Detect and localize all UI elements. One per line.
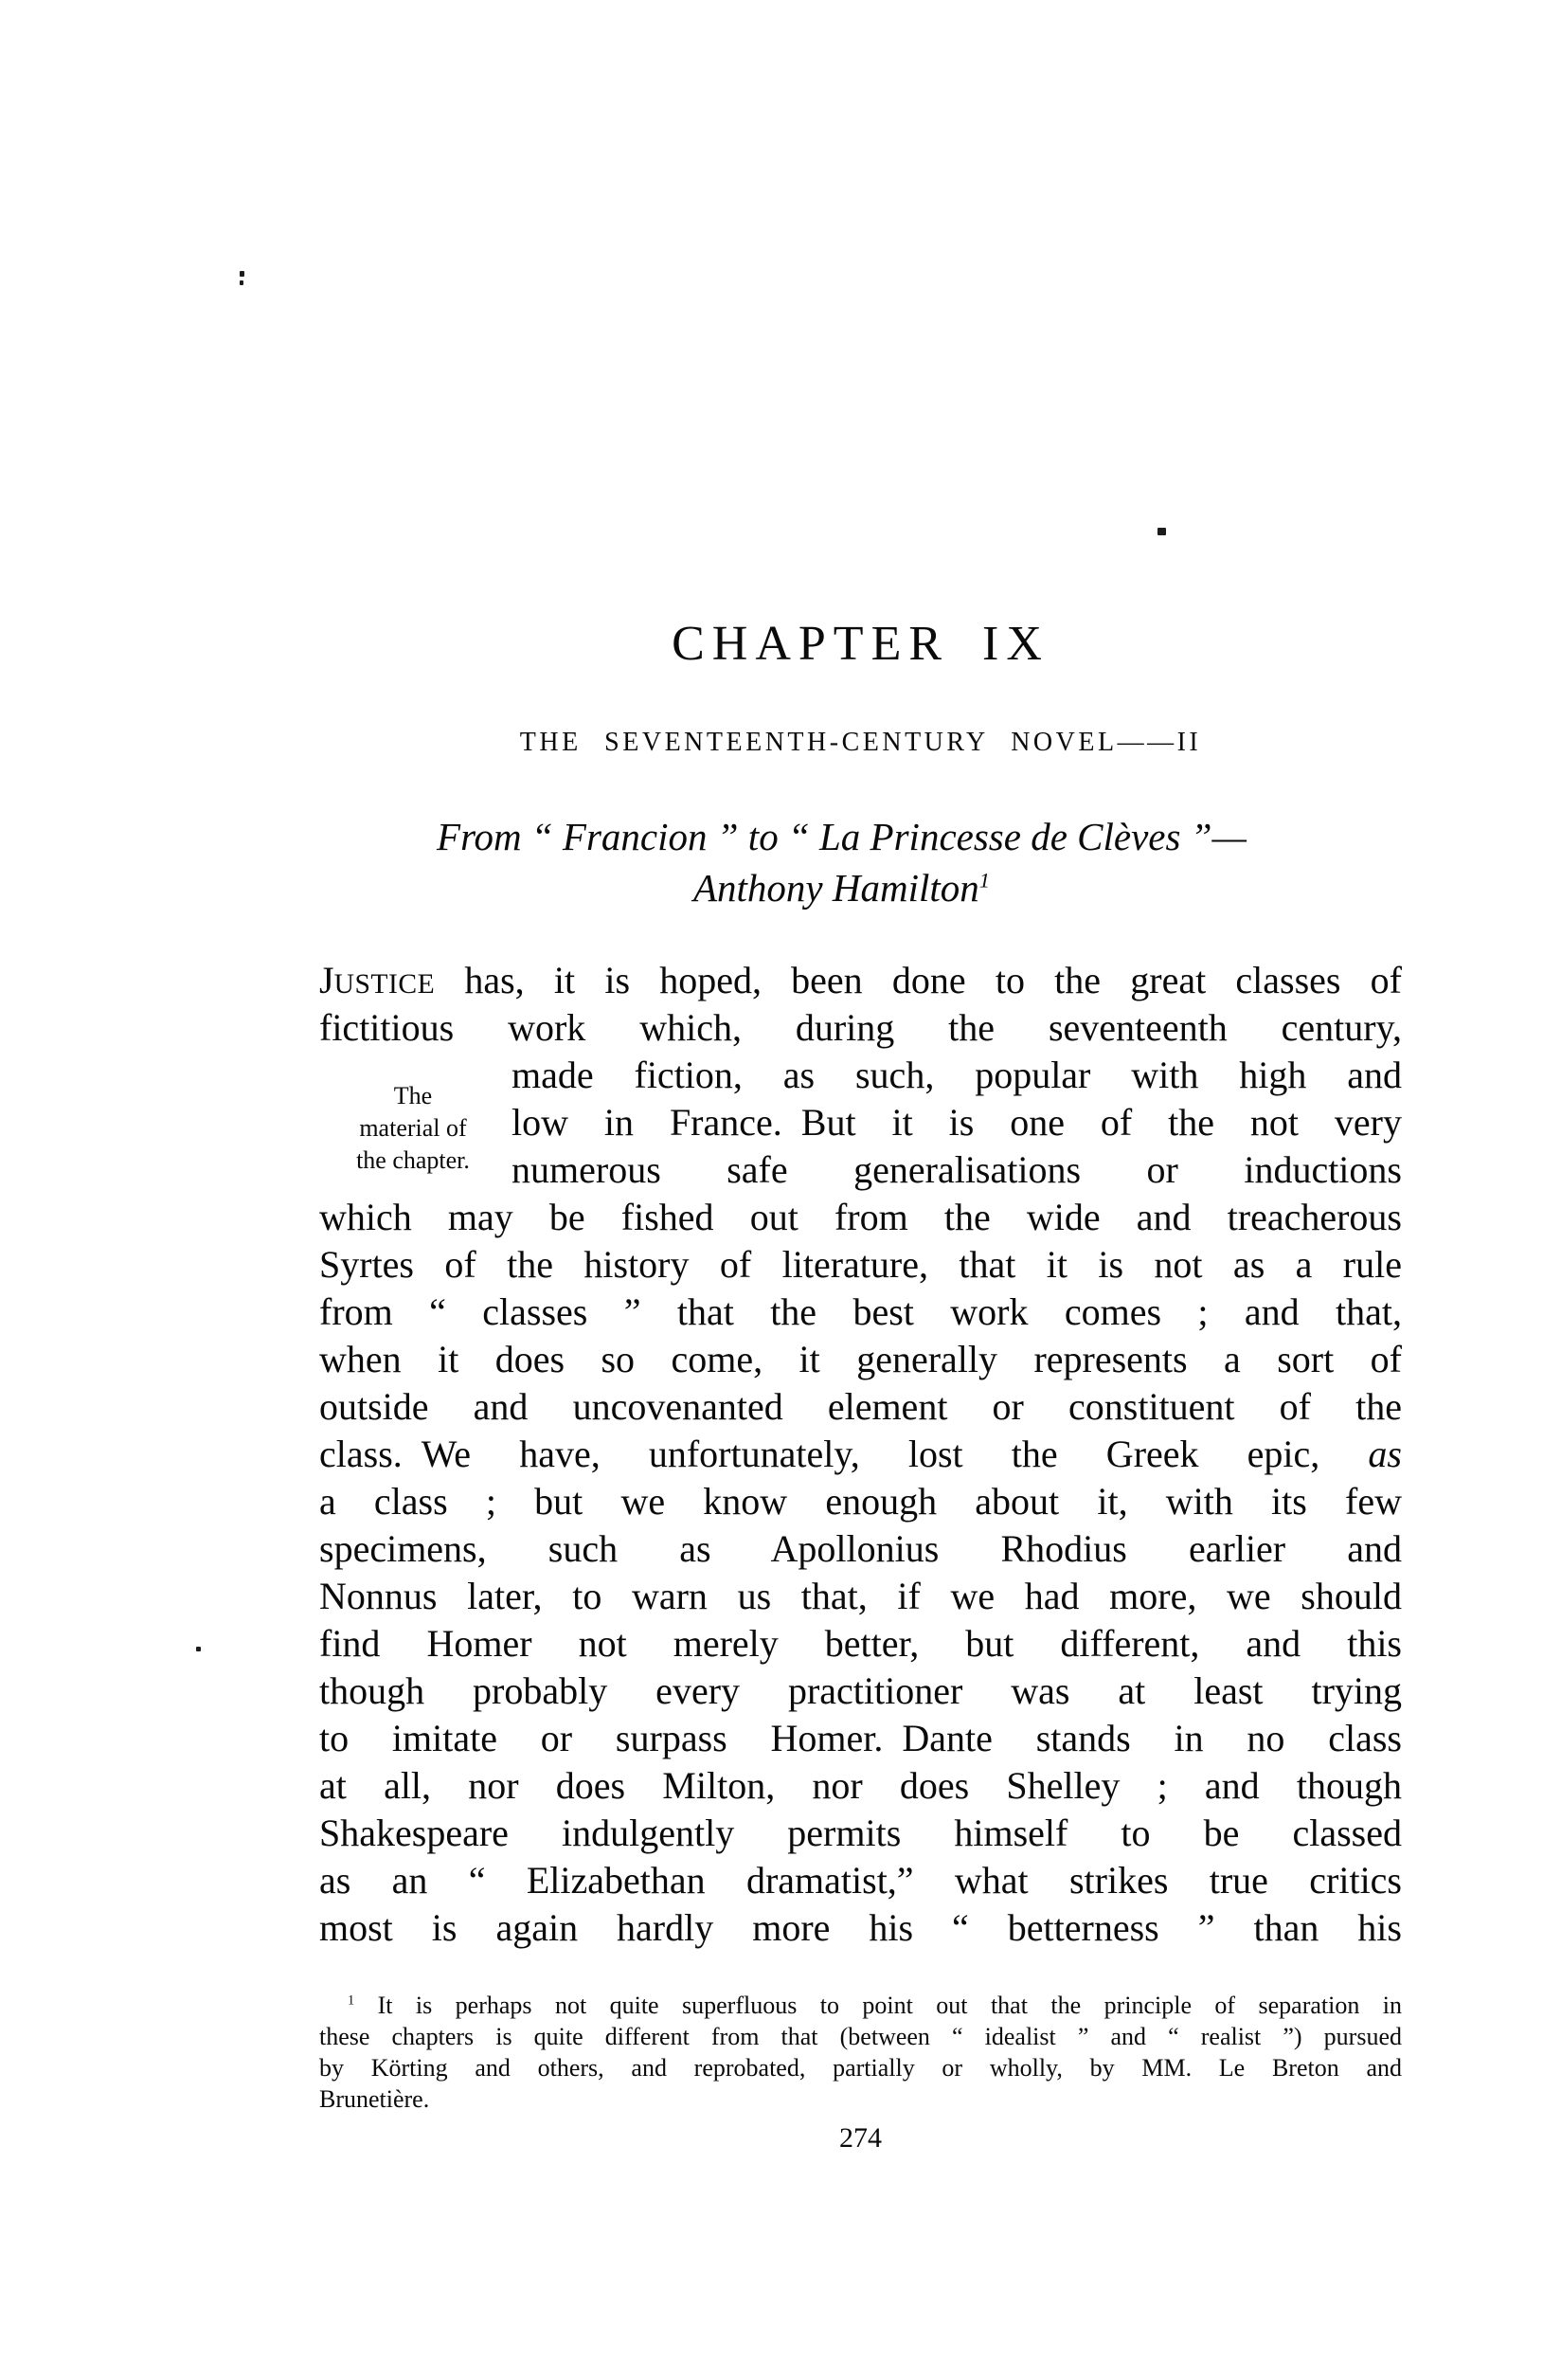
footnote-reference: 1 — [978, 868, 991, 892]
text-segment: a class ; but we know enough about it, with its few — [319, 1480, 1402, 1523]
body-line — [319, 1336, 1402, 1383]
footnote-line — [319, 2083, 1402, 2115]
footnote — [319, 1990, 1402, 2115]
body-line — [319, 957, 1402, 1004]
text-segment: most is again hardly more his “ betterness ” than his — [319, 1906, 1402, 1949]
text-segment: outside and uncovenanted element or constituent of the — [319, 1385, 1402, 1428]
text-segment: from “ classes ” that the best work comes ; and that, — [319, 1290, 1402, 1333]
body-line — [319, 1241, 1402, 1289]
subtitle-line-1: From “ Francion ” to “ La Princesse de Clèves ”— — [437, 815, 1247, 858]
footnote-line — [319, 1990, 1402, 2021]
chapter-subtitle — [281, 811, 1402, 913]
text-segment: USTICE — [333, 969, 436, 1000]
body-line — [319, 1478, 1402, 1525]
text-segment: though probably every practitioner was at least trying — [319, 1669, 1402, 1712]
text-segment: J — [319, 959, 334, 1001]
text-segment: Shakespeare indulgently permits himself to be classed — [319, 1812, 1402, 1854]
body-line — [319, 1004, 1402, 1052]
body-line — [319, 1857, 1402, 1904]
page-number: 274 — [839, 2122, 882, 2154]
chapter-title: CHAPTER IX — [672, 617, 1050, 671]
text-segment: when it does so come, it generally represents a sort of — [319, 1338, 1402, 1380]
margin-note-line: The — [393, 1082, 433, 1109]
text-segment: fictitious work which, during the seventeenth century, — [319, 1006, 1402, 1049]
ink-speck — [1157, 528, 1166, 535]
body-line — [319, 1289, 1402, 1336]
text-segment: Brunetière. — [319, 2085, 430, 2113]
text-segment: It is perhaps not quite superfluous to point out that the principle of separation in — [354, 1992, 1402, 2019]
text-segment: by Körting and others, and reprobated, partially or wholly, by MM. Le Breton and — [319, 2054, 1402, 2082]
margin-note-line: the chapter. — [356, 1146, 470, 1174]
body-line — [319, 1146, 1402, 1194]
text-segment: specimens, such as Apollonius Rhodius earlier and — [319, 1527, 1402, 1570]
ink-speck — [240, 271, 244, 277]
body-line — [319, 1762, 1402, 1810]
text-segment: find Homer not merely better, but different, and this — [319, 1622, 1402, 1665]
body-line — [319, 1099, 1402, 1146]
body-line — [319, 1383, 1402, 1431]
ink-speck — [196, 1647, 201, 1651]
body-line — [319, 1715, 1402, 1762]
ink-speck — [240, 280, 243, 285]
body-line — [319, 1573, 1402, 1620]
section-title: THE SEVENTEENTH-CENTURY NOVEL——II — [519, 728, 1202, 757]
text-segment: low in France. But it is one of the not very — [511, 1101, 1402, 1144]
text-segment: numerous safe generalisations or inductions — [511, 1148, 1402, 1191]
text-segment: has, it is hoped, been done to the great classes of — [435, 959, 1402, 1001]
margin-note-line: material of — [359, 1114, 467, 1142]
body-line — [319, 1904, 1402, 1952]
body-line — [319, 1431, 1402, 1478]
subtitle-author: Anthony Hamilton — [692, 866, 979, 910]
text-segment: which may be fished out from the wide and treacherous — [319, 1196, 1402, 1238]
text-segment: as — [1368, 1433, 1402, 1475]
text-segment: as an “ Elizabethan dramatist,” what strikes true critics — [319, 1859, 1402, 1902]
body-line — [319, 1525, 1402, 1573]
text-segment: made fiction, as such, popular with high and — [511, 1054, 1402, 1096]
text-segment: 1 — [348, 1992, 355, 2009]
body-line — [319, 1620, 1402, 1668]
body-line — [319, 1810, 1402, 1857]
footnote-line — [319, 2052, 1402, 2083]
text-segment: these chapters is quite different from that (between “ idealist ” and “ realist ”) pursued — [319, 2023, 1402, 2050]
text-segment: class. We have, unfortunately, lost the Greek epic, — [319, 1433, 1369, 1475]
subtitle-line-2 — [281, 862, 1402, 913]
body-line — [319, 1194, 1402, 1241]
text-segment: at all, nor does Milton, nor does Shelley ; and though — [319, 1764, 1402, 1807]
text-segment: to imitate or surpass Homer. Dante stands in no class — [319, 1717, 1402, 1759]
body-line — [319, 1052, 1402, 1099]
body-line — [319, 1668, 1402, 1715]
body-text — [319, 957, 1402, 1952]
footnote-line — [319, 2021, 1402, 2052]
text-segment: Nonnus later, to warn us that, if we had more, we should — [319, 1575, 1402, 1617]
text-segment: Syrtes of the history of literature, that it is not as a rule — [319, 1243, 1402, 1286]
